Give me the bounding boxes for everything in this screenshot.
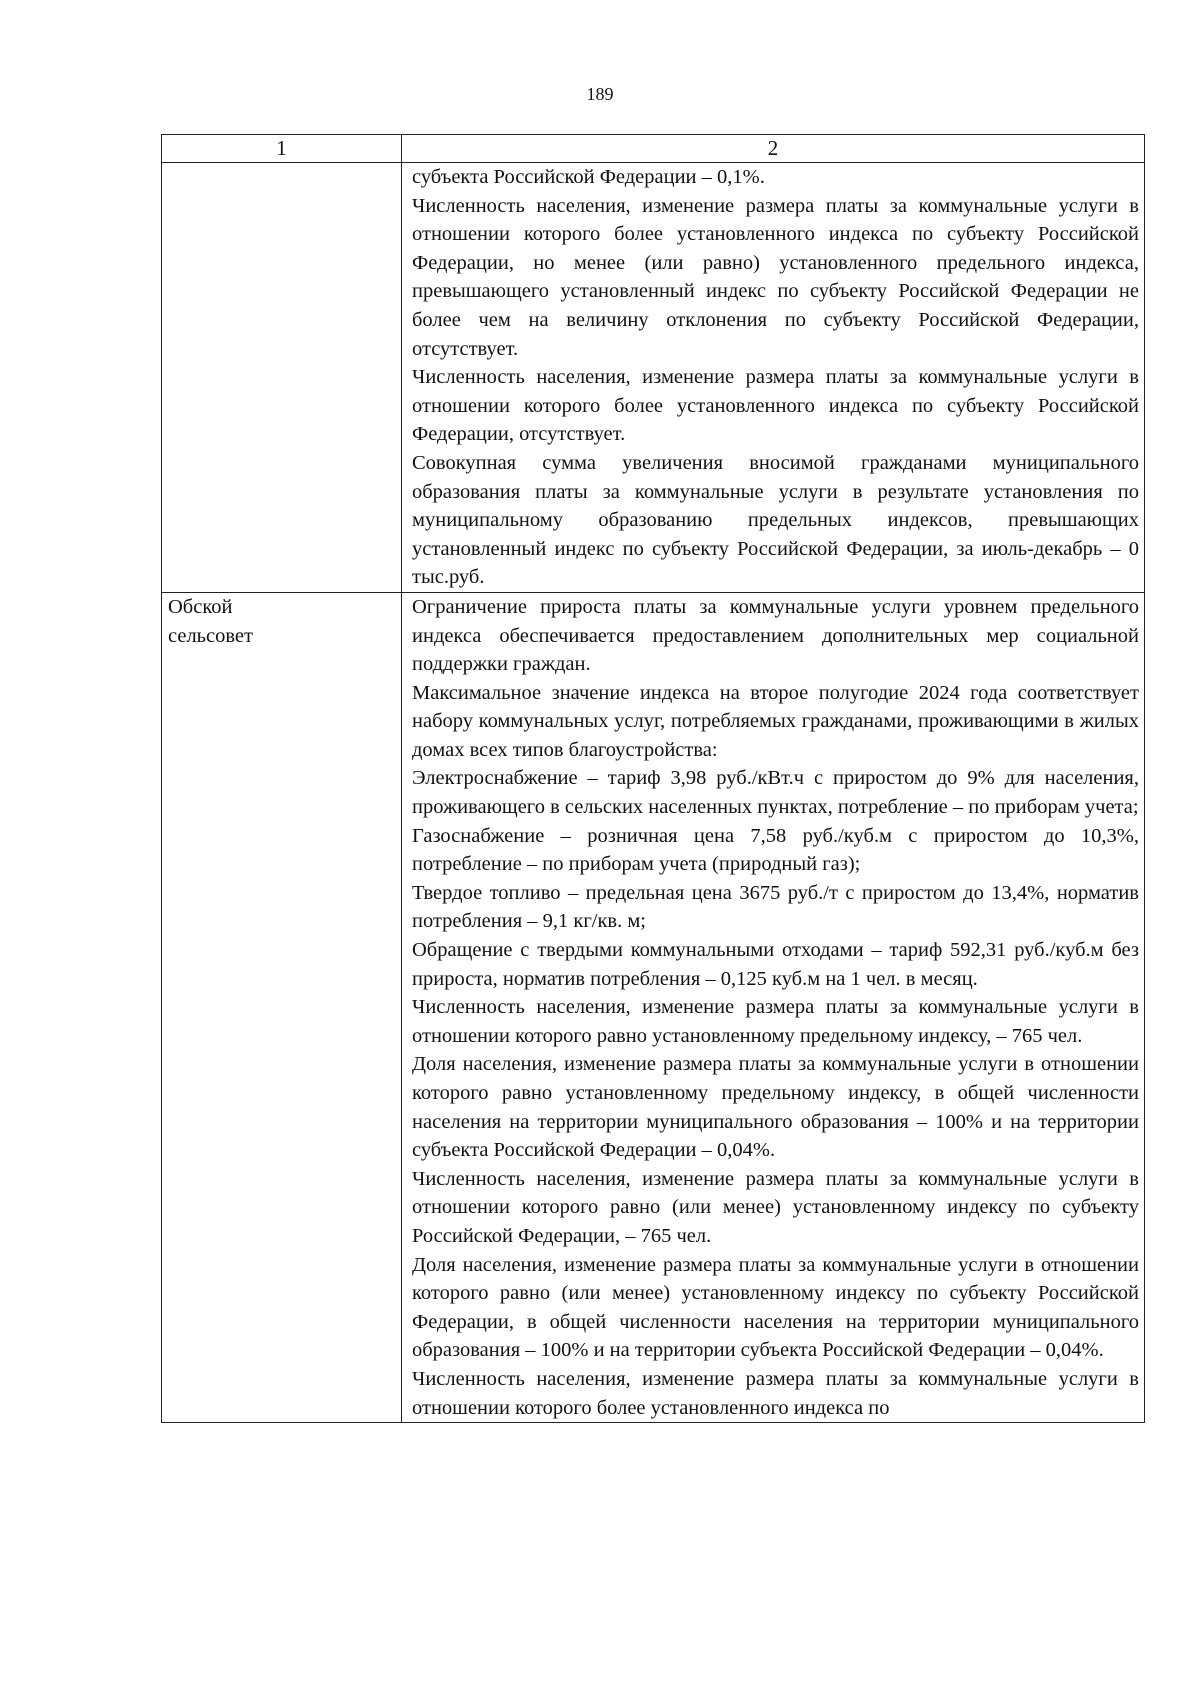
data-table bbox=[161, 134, 1145, 1423]
column-header-2: 2 bbox=[402, 135, 1145, 163]
paragraph: Численность населения, изменение размера платы за коммунальные услуги в отношении которого равно установленному предельному индексу, – 765 чел. bbox=[412, 996, 1139, 1047]
paragraph: Ограничение прироста платы за коммунальные услуги уровнем предельного индекса обеспечивается предоставлением дополнительных мер социальной поддержки граждан. bbox=[412, 595, 1139, 676]
municipality-name-cell bbox=[162, 163, 402, 593]
table-header-row bbox=[162, 135, 1145, 163]
paragraph: Газоснабжение – розничная цена 7,58 руб./куб.м с приростом до 10,3%, потребление – по приборам учета (природный газ); bbox=[412, 824, 1139, 876]
page-number: 189 bbox=[586, 84, 614, 104]
paragraph: Численность населения, изменение размера платы за коммунальные услуги в отношении которого более установленного индекса по субъекту Российской Федерации, отсутствует. bbox=[412, 366, 1139, 446]
paragraph: Численность населения, изменение размера платы за коммунальные услуги в отношении которого равно (или менее) установленному индексу по субъекту Российской Федерации, – 765 чел. bbox=[412, 1167, 1139, 1247]
table-row bbox=[162, 592, 1145, 1422]
paragraph: Твердое топливо – предельная цена 3675 руб./т с приростом до 13,4%, норматив потребления – 9,1 кг/кв. м; bbox=[412, 881, 1139, 933]
paragraph: Доля населения, изменение размера платы за коммунальные услуги в отношении которого равно установленному предельному индексу, в общей численности населения на территории муниципального образования – 100% и на территории субъекта Российской Федерации – 0,04%. bbox=[412, 1053, 1139, 1162]
paragraph: Обращение с твердыми коммунальными отходами – тариф 592,31 руб./куб.м без прироста, норматив потребления – 0,125 куб.м на 1 чел. в месяц. bbox=[412, 939, 1139, 990]
column-header-1: 1 bbox=[162, 135, 402, 163]
description-cell bbox=[402, 592, 1145, 1422]
paragraph: Электроснабжение – тариф 3,98 руб./кВт.ч с приростом до 9% для населения, проживающего в сельских населенных пунктах, потребление – по приборам учета; bbox=[412, 767, 1139, 819]
paragraph: субъекта Российской Федерации – 0,1%. bbox=[412, 166, 765, 188]
municipality-name-line: Обской bbox=[168, 595, 233, 618]
paragraph: Совокупная сумма увеличения вносимой гражданами муниципального образования платы за коммунальные услуги в результате установления по муниципальному образованию предельных индексов, превышающих установленный индекс по субъекту Российской Федерации, за июль-декабрь – 0 тыс.руб. bbox=[412, 451, 1139, 589]
description-cell bbox=[402, 163, 1145, 593]
paragraph: Доля населения, изменение размера платы за коммунальные услуги в отношении которого равно (или менее) установленному индексу по субъекту Российской Федерации, в общей численности населения на территории муниципального образования – 100% и на территории субъекта Российской Федерации – 0,04%. bbox=[412, 1253, 1139, 1362]
paragraph: Максимальное значение индекса на второе полугодие 2024 года соответствует набору коммунальных услуг, потребляемых гражданами, проживающими в жилых домах всех типов благоустройства: bbox=[412, 681, 1139, 761]
paragraph: Численность населения, изменение размера платы за коммунальные услуги в отношении которого более установленного индекса по субъекту Российской Федерации, но менее (или равно) установленного предельного индекса, превышающего установленный индекс по субъекту Российской Федерации не более чем на величину отклонения по субъекту Российской Федерации, отсутствует. bbox=[412, 194, 1139, 360]
municipality-name-line: сельсовет bbox=[168, 624, 253, 647]
table-row bbox=[162, 163, 1145, 593]
municipality-name-cell bbox=[162, 592, 402, 1422]
paragraph: Численность населения, изменение размера платы за коммунальные услуги в отношении которого более установленного индекса по bbox=[412, 1367, 1139, 1419]
